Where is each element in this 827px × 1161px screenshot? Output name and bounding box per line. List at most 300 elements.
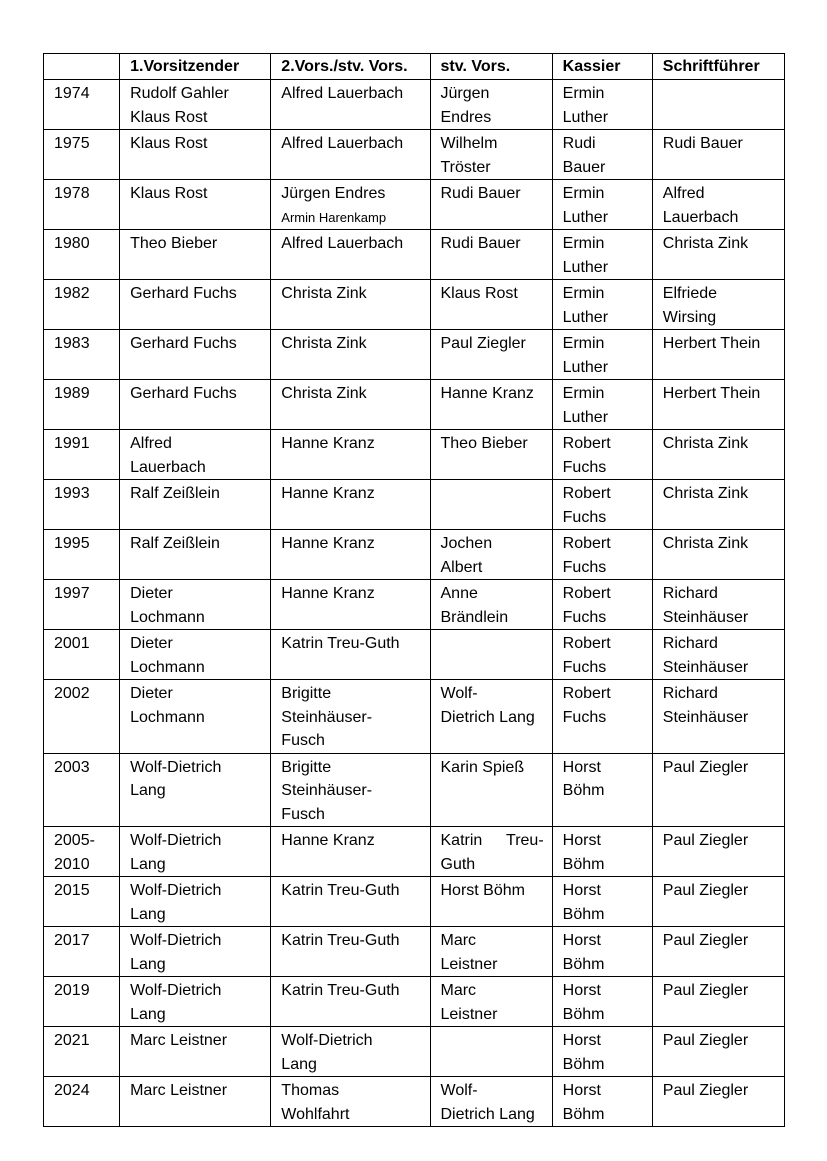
cell-line: Ermin — [562, 235, 605, 252]
cell-line: Gerhard Fuchs — [130, 385, 237, 402]
second-chairman-cell — [271, 1027, 430, 1077]
cell-line: Herbert Thein — [662, 335, 761, 352]
table-row — [44, 130, 785, 180]
cell-line: 2010 — [54, 855, 90, 873]
cell-line: Christa Zink — [281, 335, 367, 352]
cell-line: Böhm — [562, 782, 605, 799]
deputy-chairman-cell — [430, 1027, 552, 1077]
cell-line: Robert — [562, 485, 611, 502]
chairman-cell — [120, 877, 271, 927]
secretary-cell — [652, 1077, 784, 1127]
cell-line: Herbert Thein — [662, 385, 761, 402]
cell-line: Katrin Treu-Guth — [281, 882, 400, 899]
cell-line: 1993 — [54, 485, 90, 502]
secretary-cell — [652, 1027, 784, 1077]
cell-line: Böhm — [562, 955, 605, 973]
secretary-cell — [652, 827, 784, 877]
cell-line: Paul Ziegler — [662, 982, 749, 999]
deputy-chairman-cell — [430, 180, 552, 230]
deputy-chairman-cell — [430, 827, 552, 877]
year-cell — [44, 580, 120, 630]
cell-line: 1991 — [54, 435, 90, 452]
cell-line: Hanne Kranz — [440, 385, 534, 402]
second-chairman-cell — [271, 877, 430, 927]
year-cell — [44, 480, 120, 530]
cell-line: Christa Zink — [662, 535, 749, 552]
year-cell — [44, 430, 120, 480]
cell-line: Karin Spieß — [440, 758, 525, 776]
second-chairman-cell — [271, 480, 430, 530]
cell-line: Gerhard Fuchs — [130, 285, 237, 302]
cell-line: 2024 — [54, 1082, 90, 1099]
cell-line: Klaus Rost — [440, 285, 518, 302]
cell-line: Rudi — [562, 135, 596, 152]
cell-line: Leistner — [440, 955, 498, 973]
cell-line: Luther — [562, 408, 609, 426]
cell-line: Wolf-Dietrich — [130, 932, 222, 949]
second-chairman-cell — [271, 927, 430, 977]
cell-line: Böhm — [562, 905, 605, 923]
cell-line: Hanne Kranz — [281, 832, 375, 849]
cell-line: Wolf- — [440, 1082, 478, 1099]
year-cell — [44, 753, 120, 827]
treasurer-cell — [552, 1077, 652, 1127]
year-cell — [44, 280, 120, 330]
cell-line: Lang — [130, 955, 166, 973]
cell-line: Alfred — [130, 435, 172, 452]
cell-line: Christa Zink — [281, 285, 367, 302]
cell-line: Horst — [562, 882, 601, 899]
cell-line: Robert — [562, 635, 611, 652]
second-chairman-cell — [271, 430, 430, 480]
cell-line: Lang — [130, 1005, 166, 1023]
cell-line: Katrin Treu- — [440, 832, 544, 849]
table-body — [44, 80, 785, 1127]
cell-line: Bauer — [562, 158, 606, 176]
cell-line: Luther — [562, 258, 609, 276]
table-row — [44, 480, 785, 530]
table-row — [44, 753, 785, 827]
second-chairman-cell — [271, 580, 430, 630]
cell-line: Ermin — [562, 285, 605, 302]
table-row — [44, 380, 785, 430]
cell-line: Lang — [130, 782, 166, 799]
cell-line: 2021 — [54, 1032, 90, 1049]
table-row — [44, 630, 785, 680]
chairman-cell — [120, 1077, 271, 1127]
chairman-cell — [120, 977, 271, 1027]
cell-line: Wolf-Dietrich — [130, 982, 222, 999]
deputy-chairman-cell — [430, 580, 552, 630]
cell-line: Fusch — [281, 805, 325, 823]
cell-line: 1997 — [54, 585, 90, 602]
treasurer-cell — [552, 430, 652, 480]
cell-line: Brändlein — [440, 608, 509, 626]
cell-line: Paul Ziegler — [662, 882, 749, 899]
chairman-cell — [120, 630, 271, 680]
secretary-cell — [652, 480, 784, 530]
cell-line: Ralf Zeißlein — [130, 485, 220, 502]
cell-line: Katrin Treu-Guth — [281, 982, 400, 999]
treasurer-cell — [552, 280, 652, 330]
deputy-chairman-cell — [430, 280, 552, 330]
cell-line: Robert — [562, 535, 611, 552]
cell-line: 2017 — [54, 932, 90, 949]
secretary-cell — [652, 580, 784, 630]
cell-line: Marc Leistner — [130, 1082, 228, 1099]
cell-line: Robert — [562, 685, 611, 702]
second-chairman-cell — [271, 530, 430, 580]
treasurer-cell — [552, 130, 652, 180]
table-row — [44, 1077, 785, 1127]
cell-line: Steinhäuser — [662, 658, 749, 676]
cell-line: Dieter — [130, 685, 173, 702]
treasurer-cell — [552, 230, 652, 280]
cell-line: Alfred Lauerbach — [281, 85, 404, 102]
cell-line: Katrin Treu-Guth — [281, 635, 400, 652]
cell-line: Tröster — [440, 158, 491, 176]
year-cell — [44, 530, 120, 580]
cell-line: 1983 — [54, 335, 90, 352]
second-chairman-cell — [271, 380, 430, 430]
cell-line: Robert — [562, 585, 611, 602]
table-row — [44, 877, 785, 927]
cell-line: Horst — [562, 1082, 601, 1099]
cell-line: Wilhelm — [440, 135, 498, 152]
cell-line: Dieter — [130, 635, 173, 652]
treasurer-cell — [552, 380, 652, 430]
cell-line: Luther — [562, 308, 609, 326]
cell-line: Horst — [562, 832, 601, 849]
year-cell — [44, 877, 120, 927]
cell-line: Dietrich Lang — [440, 708, 535, 726]
deputy-chairman-cell — [430, 753, 552, 827]
cell-line: Anne — [440, 585, 478, 602]
cell-line: Horst Böhm — [440, 882, 525, 899]
cell-line: Richard — [662, 635, 718, 652]
cell-line: Wohlfahrt — [281, 1105, 350, 1123]
header-deputy-chairman: stv. Vors. — [430, 54, 552, 80]
cell-line: Paul Ziegler — [440, 335, 526, 352]
year-cell — [44, 80, 120, 130]
cell-line: Brigitte — [281, 685, 332, 702]
table-row — [44, 977, 785, 1027]
secretary-cell — [652, 280, 784, 330]
cell-line: Robert — [562, 435, 611, 452]
cell-line: Guth — [440, 855, 476, 873]
header-year — [44, 54, 120, 80]
year-cell — [44, 330, 120, 380]
cell-line: Marc — [440, 982, 477, 999]
deputy-chairman-cell — [430, 877, 552, 927]
year-cell — [44, 1027, 120, 1077]
cell-line: Paul Ziegler — [662, 932, 749, 949]
cell-line: Leistner — [440, 1005, 498, 1023]
secretary-cell — [652, 80, 784, 130]
deputy-chairman-cell — [430, 630, 552, 680]
cell-line: Dieter — [130, 585, 173, 602]
cell-line: Wolf-Dietrich — [281, 1032, 373, 1049]
cell-line: Ermin — [562, 185, 605, 202]
cell-line: Ermin — [562, 385, 605, 402]
cell-line: Wolf-Dietrich — [130, 758, 222, 776]
second-chairman-cell — [271, 630, 430, 680]
chairman-cell — [120, 753, 271, 827]
secretary-cell — [652, 753, 784, 827]
cell-line: Richard — [662, 685, 718, 702]
cell-line: Böhm — [562, 1055, 605, 1073]
cell-line: Lang — [130, 905, 166, 923]
cell-line: Horst — [562, 932, 601, 949]
cell-line: Wolf-Dietrich — [130, 832, 222, 849]
table-row — [44, 430, 785, 480]
chairman-cell — [120, 180, 271, 230]
table-row — [44, 927, 785, 977]
cell-line: Dietrich Lang — [440, 1105, 535, 1123]
cell-line: Brigitte — [281, 758, 332, 776]
chairman-cell — [120, 580, 271, 630]
chairman-cell — [120, 1027, 271, 1077]
treasurer-cell — [552, 927, 652, 977]
year-cell — [44, 827, 120, 877]
chairman-cell — [120, 480, 271, 530]
cell-line: Luther — [562, 358, 609, 376]
deputy-chairman-cell — [430, 430, 552, 480]
second-chairman-cell — [271, 680, 430, 754]
cell-line: Fuchs — [562, 458, 607, 476]
cell-line: 1982 — [54, 285, 90, 302]
table-row — [44, 80, 785, 130]
cell-line: Endres — [440, 108, 492, 126]
cell-line: Hanne Kranz — [281, 535, 375, 552]
deputy-chairman-cell — [430, 330, 552, 380]
table-row — [44, 180, 785, 230]
deputy-chairman-cell — [430, 480, 552, 530]
secretary-cell — [652, 380, 784, 430]
cell-line: Paul Ziegler — [662, 1082, 749, 1099]
treasurer-cell — [552, 827, 652, 877]
cell-line: Marc Leistner — [130, 1032, 228, 1049]
secretary-cell — [652, 977, 784, 1027]
cell-line: Luther — [562, 208, 609, 226]
cell-line: 1974 — [54, 85, 90, 102]
year-cell — [44, 380, 120, 430]
cell-line: Lochmann — [130, 708, 205, 726]
table-row — [44, 330, 785, 380]
cell-line: 1975 — [54, 135, 90, 152]
cell-line: Katrin Treu-Guth — [281, 932, 400, 949]
secretary-cell — [652, 877, 784, 927]
cell-line: Richard — [662, 585, 718, 602]
cell-line: Alfred — [662, 185, 705, 202]
secretary-cell — [652, 330, 784, 380]
cell-line: Christa Zink — [281, 385, 367, 402]
cell-line: Ermin — [562, 85, 605, 102]
cell-line: Theo Bieber — [130, 235, 218, 252]
cell-line: Steinhäuser — [662, 608, 749, 626]
cell-line: Böhm — [562, 855, 605, 873]
secretary-cell — [652, 430, 784, 480]
cell-line: Rudi Bauer — [662, 135, 743, 152]
cell-line: Fuchs — [562, 608, 607, 626]
year-cell — [44, 230, 120, 280]
cell-line: Rudi Bauer — [440, 185, 521, 202]
treasurer-cell — [552, 580, 652, 630]
cell-line: Jürgen Endres — [281, 185, 386, 202]
second-chairman-cell — [271, 180, 430, 230]
cell-line: 2015 — [54, 882, 90, 899]
table-row — [44, 530, 785, 580]
chairman-cell — [120, 680, 271, 754]
chairman-cell — [120, 927, 271, 977]
cell-line: Fuchs — [562, 658, 607, 676]
year-cell — [44, 1077, 120, 1127]
year-cell — [44, 680, 120, 754]
cell-line: Alfred Lauerbach — [281, 135, 404, 152]
chairman-cell — [120, 330, 271, 380]
treasurer-cell — [552, 480, 652, 530]
second-chairman-cell — [271, 280, 430, 330]
table-row — [44, 1027, 785, 1077]
cell-line: Rudi Bauer — [440, 235, 521, 252]
treasurer-cell — [552, 680, 652, 754]
cell-line: Gerhard Fuchs — [130, 335, 237, 352]
second-chairman-cell — [271, 977, 430, 1027]
deputy-chairman-cell — [430, 530, 552, 580]
year-cell — [44, 630, 120, 680]
cell-line: Lochmann — [130, 658, 205, 676]
cell-line: Klaus Rost — [130, 185, 208, 202]
cell-line: Böhm — [562, 1005, 605, 1023]
table-row — [44, 280, 785, 330]
cell-line: Klaus Rost — [130, 108, 208, 126]
second-chairman-cell — [271, 1077, 430, 1127]
cell-line: Ralf Zeißlein — [130, 535, 220, 552]
cell-line: Thomas — [281, 1082, 340, 1099]
secretary-cell — [652, 230, 784, 280]
cell-line: Christa Zink — [662, 235, 749, 252]
year-cell — [44, 927, 120, 977]
second-chairman-cell — [271, 130, 430, 180]
cell-line: Paul Ziegler — [662, 832, 749, 849]
cell-line: Wolf- — [440, 685, 478, 702]
secretary-cell — [652, 680, 784, 754]
second-chairman-cell — [271, 330, 430, 380]
deputy-chairman-cell — [430, 680, 552, 754]
cell-line: Horst — [562, 1032, 601, 1049]
cell-line: Paul Ziegler — [662, 1032, 749, 1049]
secretary-cell — [652, 180, 784, 230]
cell-line: Steinhäuser- — [281, 708, 373, 726]
cell-line: Lochmann — [130, 608, 205, 626]
treasurer-cell — [552, 330, 652, 380]
cell-line: Fuchs — [562, 708, 607, 726]
cell-line: Klaus Rost — [130, 135, 208, 152]
cell-line: Christa Zink — [662, 435, 749, 452]
cell-line: Theo Bieber — [440, 435, 528, 452]
table-header-row — [44, 54, 785, 80]
cell-line: Alfred Lauerbach — [281, 235, 404, 252]
table-row — [44, 580, 785, 630]
treasurer-cell — [552, 1027, 652, 1077]
cell-line: Lang — [130, 855, 166, 873]
second-chairman-cell — [271, 753, 430, 827]
cell-line: Rudolf Gahler — [130, 85, 229, 102]
cell-line: Armin Harenkamp — [281, 209, 387, 225]
cell-line: Fuchs — [562, 508, 607, 526]
secretary-cell — [652, 630, 784, 680]
cell-line: Horst — [562, 758, 601, 776]
year-cell — [44, 977, 120, 1027]
deputy-chairman-cell — [430, 80, 552, 130]
table-row — [44, 230, 785, 280]
header-treasurer: Kassier — [552, 54, 652, 80]
year-cell — [44, 130, 120, 180]
cell-line: Lauerbach — [130, 458, 206, 476]
treasurer-cell — [552, 877, 652, 927]
treasurer-cell — [552, 977, 652, 1027]
cell-line: Hanne Kranz — [281, 585, 375, 602]
secretary-cell — [652, 130, 784, 180]
secretary-cell — [652, 530, 784, 580]
cell-line: Elfriede — [662, 285, 718, 302]
treasurer-cell — [552, 530, 652, 580]
cell-line: Paul Ziegler — [662, 758, 749, 776]
cell-line: 1995 — [54, 535, 90, 552]
treasurer-cell — [552, 180, 652, 230]
chairman-cell — [120, 280, 271, 330]
deputy-chairman-cell — [430, 977, 552, 1027]
cell-line: Horst — [562, 982, 601, 999]
deputy-chairman-cell — [430, 380, 552, 430]
chairman-cell — [120, 80, 271, 130]
deputy-chairman-cell — [430, 1077, 552, 1127]
chairman-cell — [120, 530, 271, 580]
treasurer-cell — [552, 630, 652, 680]
cell-line: Jochen — [440, 535, 493, 552]
deputy-chairman-cell — [430, 130, 552, 180]
cell-line: Fuchs — [562, 558, 607, 576]
year-cell — [44, 180, 120, 230]
cell-line: Lauerbach — [662, 208, 739, 226]
second-chairman-cell — [271, 80, 430, 130]
second-chairman-cell — [271, 827, 430, 877]
table-row — [44, 827, 785, 877]
chairman-cell — [120, 230, 271, 280]
cell-line: 2001 — [54, 635, 90, 652]
cell-line: 2003 — [54, 758, 90, 776]
cell-line: Fusch — [281, 732, 325, 749]
cell-line: Steinhäuser- — [281, 782, 373, 799]
cell-line: 1978 — [54, 185, 90, 202]
cell-line: Lang — [281, 1055, 317, 1073]
header-second-chairman: 2.Vors./stv. Vors. — [271, 54, 430, 80]
cell-line: Wirsing — [662, 308, 717, 326]
cell-line: Böhm — [562, 1105, 605, 1123]
cell-line: Ermin — [562, 335, 605, 352]
deputy-chairman-cell — [430, 927, 552, 977]
table-row — [44, 680, 785, 754]
header-chairman: 1.Vorsitzender — [120, 54, 271, 80]
header-secretary: Schriftführer — [652, 54, 784, 80]
cell-line: Wolf-Dietrich — [130, 882, 222, 899]
chairman-cell — [120, 130, 271, 180]
deputy-chairman-cell — [430, 230, 552, 280]
cell-line: Albert — [440, 558, 483, 576]
cell-line: Marc — [440, 932, 477, 949]
cell-line: 1980 — [54, 235, 90, 252]
cell-line: Jürgen — [440, 85, 490, 102]
